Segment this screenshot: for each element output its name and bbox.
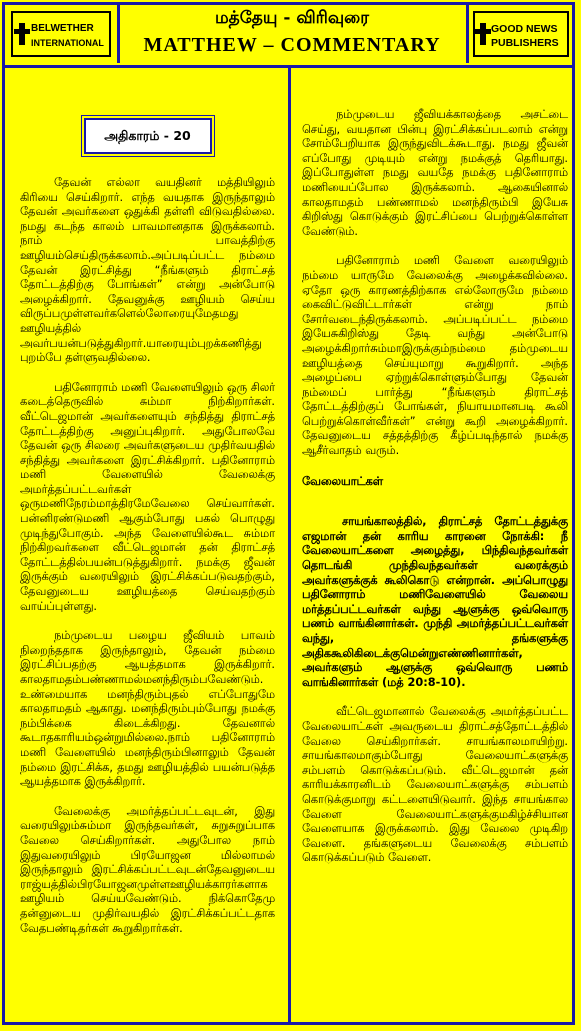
paragraph: வீட்டெஜமானால் வேலைக்கு அமர்த்தப்பட்ட வேலையாட்கள் அவருடைய திராட்சத்தோட்டத்தில் வேலை செய்கிறார்கள். சாயங்காலமாயிற்று. சாயங்காலமாகும்போது வேலையாட்களுக்கு சம்பளம் கொடுக்கப்படும். வீட்டெஜமான் தன் காரியக்காரனிடம் வேலையாட்களுக்கு சம்பளம் கொடுக்குமாறு கட்டளையிடுவார். இந்த சாயங்கால வேளை வேலையாட்களுக்குமகிழ்ச்சியான வேளையாக இருக்கலாம். இது வேலை முடிகிற வேளை. தங்களுடைய வேலைக்கு சம்பளம் கொடுக்கப்படும் வேளை. bbox=[302, 705, 568, 865]
title-english: MATTHEW – COMMENTARY bbox=[143, 34, 441, 56]
column-divider bbox=[288, 66, 291, 1023]
logo-line1: GOOD NEWS bbox=[491, 23, 558, 35]
section-heading: வேலையாட்கள் bbox=[302, 474, 383, 488]
scripture-quote: சாயங்காலத்தில், திராட்சத் தோட்டத்துக்கு எஜமான் தன் காரிய காரனை நோக்கி: நீ வேலையாட்களை அழைத்து, பிந்திவந்தவர்கள் தொடங்கி முந்திவந்தவர்கள் வரைக்கும் அவர்களுக்குக் கூலிகொடு என்றான். அப்பொழுது பதினோராம் மணிவேளையில் வேலைய மர்த்தப்பட்டவர்கள் வந்து ஆளுக்கு ஒவ்வொரு பணம் வாங்கினார்கள். முந்தி அமர்த்தப்பட்டவர்கள் வந்து, தங்களுக்கு அதிககூலிகிடைக்குமென்றுஎண்ணினார்கள், அவர்களும் ஆளுக்கு ஒவ்வொரு பணம் வாங்கினார்கள் (மத் 20:8-10). bbox=[302, 515, 568, 689]
paragraph: நம்முடைய ஜீவியக்காலத்தை அசட்டை செய்து, வயதான பின்பு இரட்சிக்கப்படலாம் என்று சோம்பேறியாக இருந்துவிடக்கூடாது. நமது ஜீவன் எப்போது முடியும் என்று நமக்குத் தெரியாது. இப்போதுள்ள நமது வயதே நமக்கு பதினோராம் மணியைப்போல இருக்கலாம். ஆகையினால் காலதாமதம் பண்ணாமல் மனந்திரும்பி இயேசு கிறிஸ்து கொடுக்கும் இரட்சிப்பை பெற்றுக்கொள்ள வேண்டும். bbox=[302, 108, 568, 238]
logo-line2: PUBLISHERS bbox=[491, 37, 559, 49]
cross-icon bbox=[19, 23, 25, 45]
right-column bbox=[302, 50, 568, 881]
paragraph: தேவன் எல்லா வயதினர் மத்தியிலும் கிரியை செய்கிறார். எந்த வயதாக இருந்தாலும் தேவன் அவர்களை ஒதுக்கி தள்ளி விடுவதில்லை. நமது கடந்த காலம் பாவமானதாக இருக்கலாம். நாம் பாவத்திற்கு ஊழியம்செய்திருக்கலாம்.அப்படிப்பட்ட நம்மை தேவன் இரட்சித்து “நீங்களும் திராட்சத் தோட்டத்திற்கு போங்கள்” என்று அன்போடு அழைக்கிறார். தேவனுக்கு ஊழியம் செய்ய விருப்பமுள்ளவர்களெல்லோரையுமேதமது ஊழியத்தில் அவர்பயன்படுத்துகிறார்.யாரையும்புறக்கணித்து புறம்பே தள்ளுவதில்லை. bbox=[20, 176, 275, 365]
paragraph: பதினோராம் மணி வேளையிலும் ஒரு சிலர் கடைத்தெருவில் சும்மா நிற்கிறார்கள். வீட்டெஜமான் அவர்களையும் சந்தித்து திராட்சத் தோட்டத்திற்கு அனுப்புகிறார். அதுபோலவே தேவன் ஒரு சிலரை அவர்களுடைய முதிர்வயதில் சந்தித்து அவர்களை இரட்சிக்கிறார். பதினோராம் மணி வேளையில் வேலைக்கு அமர்த்தப்பட்டவர்கள் ஒருமணிநேரம்மாத்திரமேவேலை செய்வார்கள். பன்னிரண்டுமணி ஆகும்போது பகல் பொழுது முடிந்துபோகும். அந்த வேளையில்கூட சும்மா நிற்கிறவர்களை வீட்டெஜமான் தன் திராட்சத் தோட்டத்தில்பயன்படுத்துகிறார். நமக்கு ஜீவன் இருக்கும் வரையிலும் இரட்சிக்கப்படுவதற்கும், தேவனுடைய ஊழியத்தை செய்வதற்கும் வாய்ப்புள்ளது. bbox=[20, 380, 275, 613]
paragraph: நம்முடைய பழைய ஜீவியம் பாவம் நிறைந்ததாக இருந்தாலும், தேவன் நம்மை இரட்சிப்பதற்கு ஆயத்தமாக இருக்கிறார். காலதாமதம்பண்ணாமல்மனந்திரும்பவேண்டும். உண்மையாக மனந்திரும்புதல் எப்போதுமே காலதாமதம் ஆகாது. மனந்திரும்பும்போது நமக்கு நம்பிக்கை கிடைக்கிறது. தேவனால் கூடாதகாரியம்ஒன்றுமில்லை.நாம் பதினோராம் மணி வேளையில் மனந்திரும்பினாலும் தேவன் நம்மை இரட்சிக்க, தமது ஊழியத்தில் பயன்படுத்த ஆயத்தமாக இருக்கிறார். bbox=[20, 629, 275, 789]
paragraph: வேலைக்கு அமர்த்தப்பட்டவுடன், இது வரையிலும்சும்மா இருந்தவர்கள், சுறுசுறுப்பாக வேலை செய்கிறார்கள். அதுபோல நாம் இதுவரையிலும் பிரயோஜன மில்லாமல் இருந்தாலும் இரட்சிக்கப்பட்டவுடன்தேவனுடைய ராஜ்யத்தில்பிரயோஜனமுள்ளஊழியக்காரர்களாக ஊழியம் செய்யவேண்டும். நிக்கொதேமு தன்னுடைய முதிர்வயதில் இரட்சிக்கப்பட்டதாக வேதபண்டிதர்கள் கூறுகிறார்கள். bbox=[20, 804, 275, 935]
title-tamil: மத்தேயு - விரிவுரை bbox=[214, 8, 370, 28]
logo-box bbox=[11, 11, 111, 57]
publisher-logo-left bbox=[5, 5, 120, 63]
left-column bbox=[20, 70, 275, 951]
logo-line2: INTERNATIONAL bbox=[31, 38, 104, 48]
paragraph: பதினோராம் மணி வேளை வரையிலும் நம்மை யாருமே வேலைக்கு அழைக்கவில்லை. ஏதோ ஒரு காரணத்திற்காக எல்லோருமே நம்மை கைவிட்டுவிட்டார்கள் என்று நாம் சோர்வடைந்திருக்கலாம். அப்படிப்பட்ட நம்மை இயேசுகிறிஸ்து தேடி வந்து அன்போடு அழைக்கிறார்சும்மாஇருக்கும்நம்மை தம்முடைய ஊழியத்தை செய்யுமாறு கூறுகிறார். அந்த அழைப்பை ஏற்றுக்கொள்ளும்போது தேவன் நம்மைப் பார்த்து “நீங்களும் திராட்சத் தோட்டத்திற்குப் போங்கள், நியாயமானபடி கூலி பெற்றுக்கொள்வீர்கள்” என்று கூறி அழைக்கிறார். தேவனுடைய சத்தத்திற்கு கீழ்ப்படிந்தால் நமக்கு ஆசீர்வாதம் வரும். bbox=[302, 254, 568, 458]
cross-icon bbox=[480, 23, 486, 45]
logo-line1: BELWETHER bbox=[31, 23, 94, 34]
chapter-label: அதிகாரம் - 20 bbox=[84, 118, 212, 154]
